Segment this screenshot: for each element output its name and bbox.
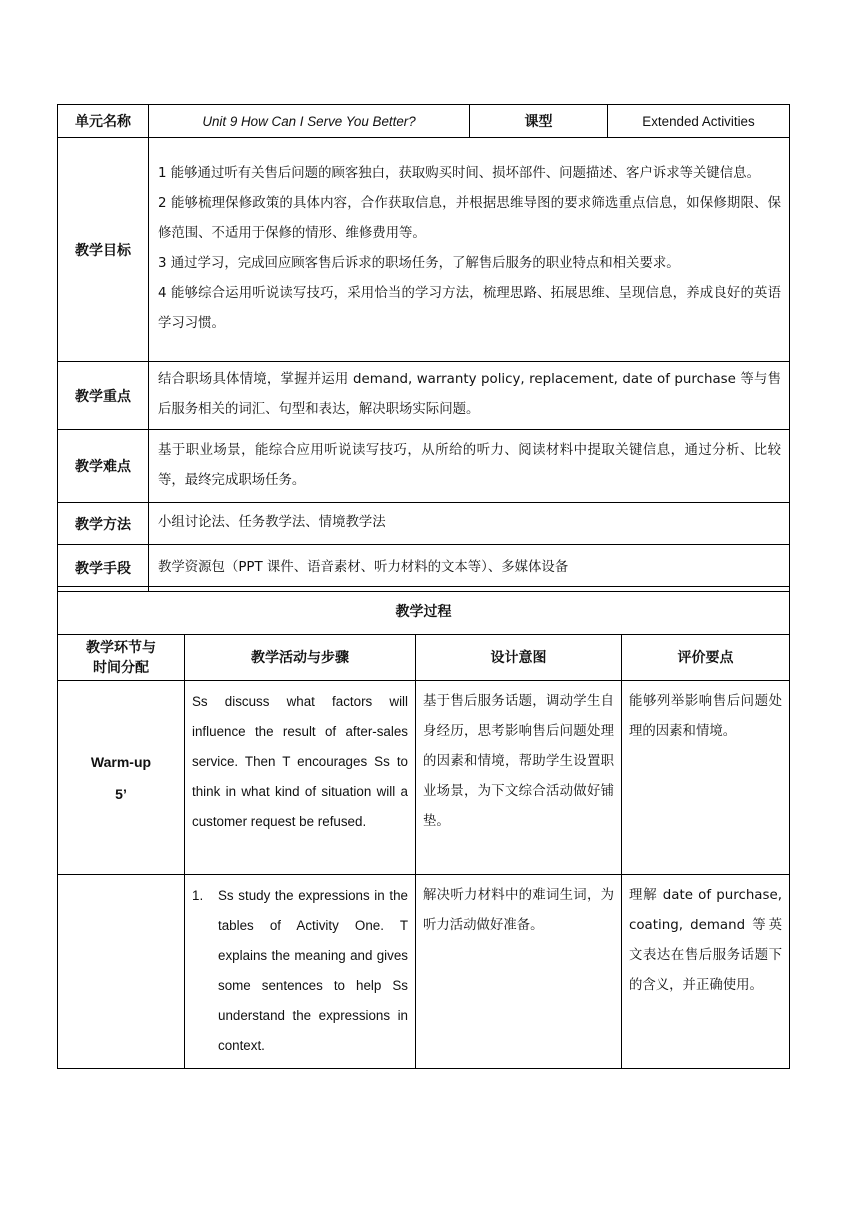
stage-header: [58, 635, 185, 681]
activity-cell: [185, 875, 416, 1069]
difficult-points-text: 基于职业场景，能综合应用听说读写技巧，从所给的听力、阅读材料中提取关键信息，通过分析、比较等，最终完成职场任务。: [149, 430, 790, 503]
type-value: Extended Activities: [608, 105, 790, 138]
step-number: 1.: [192, 888, 204, 903]
key-points-row: [58, 362, 790, 430]
process-title-row: [58, 587, 790, 635]
evaluation-header: 评价要点: [622, 635, 790, 681]
methods-row: [58, 503, 790, 545]
objectives-label: 教学目标: [58, 138, 149, 362]
unit-value: Unit 9 How Can I Serve You Better?: [149, 105, 470, 138]
process-title: 教学过程: [58, 587, 790, 635]
objective-item: 3 通过学习，完成回应顾客售后诉求的职场任务，了解售后服务的职业特点和相关要求。: [158, 256, 680, 271]
means-text: 教学资源包（PPT 课件、语音素材、听力材料的文本等）、多媒体设备: [149, 545, 790, 592]
process-row-warmup: [58, 681, 790, 875]
objective-item: 4 能够综合运用听说读写技巧，采用恰当的学习方法，梳理思路、拓展思维、呈现信息，养成良好的英语学习习惯。: [158, 286, 781, 331]
intent-cell: 基于售后服务话题，调动学生自身经历，思考影响售后问题处理的因素和情境，帮助学生设置职业场景，为下文综合活动做好铺垫。: [416, 681, 622, 875]
objectives-content: [149, 138, 790, 362]
course-info-table: [57, 104, 790, 592]
stage-cell: [58, 875, 185, 1069]
difficult-points-label: 教学难点: [58, 430, 149, 503]
evaluation-cell: 理解 date of purchase, coating, demand 等英文表达在售后服务话题下的含义，并正确使用。: [622, 875, 790, 1069]
stage-name: Warm-up: [90, 753, 152, 770]
stage-header-line1: 教学环节与: [86, 639, 156, 656]
type-label: 课型: [470, 105, 608, 138]
intent-header: 设计意图: [416, 635, 622, 681]
means-label: 教学手段: [58, 545, 149, 592]
activities-header: 教学活动与步骤: [185, 635, 416, 681]
stage-header-line2: 时间分配: [93, 659, 149, 676]
stage-time: 5’: [115, 785, 127, 802]
step-text: Ss study the expressions in the tables of Activity One. T explains the meaning and gives some sentences to help Ss understand the expressions in context.: [218, 888, 408, 1053]
process-table: [57, 586, 790, 1069]
objective-item: 1 能够通过听有关售后问题的顾客独白，获取购买时间、损坏部件、问题描述、客户诉求等关键信息。: [158, 166, 760, 181]
stage-cell: [58, 681, 185, 875]
objectives-row: [58, 138, 790, 362]
methods-text: 小组讨论法、任务教学法、情境教学法: [149, 503, 790, 545]
difficult-points-row: [58, 430, 790, 503]
unit-label: 单元名称: [58, 105, 149, 138]
evaluation-cell: 能够列举影响售后问题处理的因素和情境。: [622, 681, 790, 875]
key-points-text: 结合职场具体情境，掌握并运用 demand, warranty policy, replacement, date of purchase 等与售后服务相关的词汇、句型和表达，解决职场实际问题。: [149, 362, 790, 430]
unit-row: [58, 105, 790, 138]
key-points-label: 教学重点: [58, 362, 149, 430]
intent-cell: 解决听力材料中的难词生词，为听力活动做好准备。: [416, 875, 622, 1069]
activity-cell: Ss discuss what factors will influence the result of after-sales service. Then T encourages Ss to think in what kind of situation will a customer request be refused.: [185, 681, 416, 875]
process-row-activity-one: [58, 875, 790, 1069]
objective-item: 2 能够梳理保修政策的具体内容，合作获取信息，并根据思维导图的要求筛选重点信息，如保修期限、保修范围、不适用于保修的情形、维修费用等。: [158, 196, 781, 241]
means-row: [58, 545, 790, 592]
methods-label: 教学方法: [58, 503, 149, 545]
process-header-row: [58, 635, 790, 681]
